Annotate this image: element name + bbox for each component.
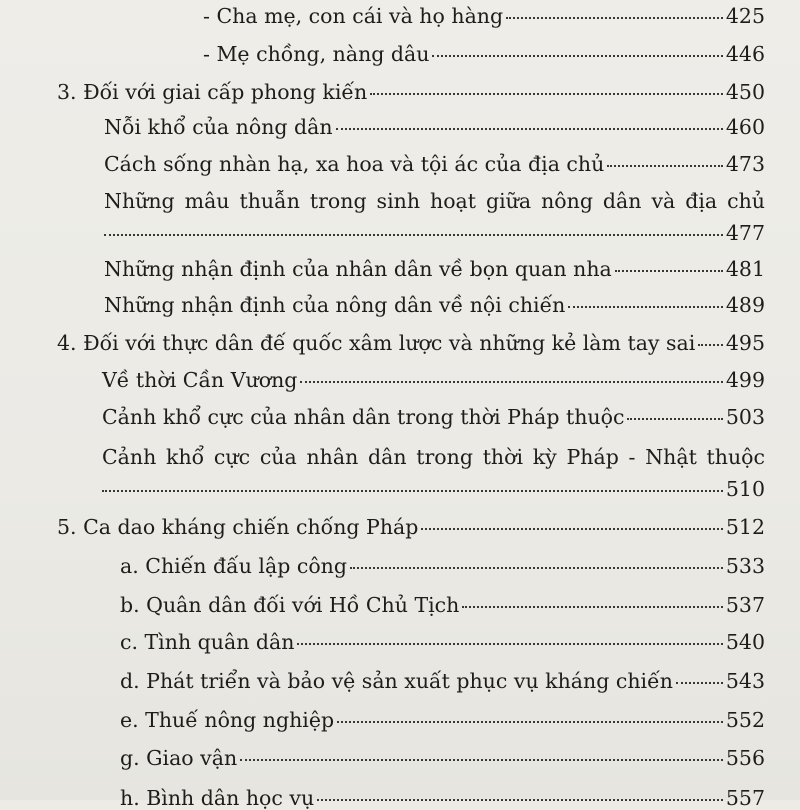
toc-entry bbox=[120, 630, 765, 654]
toc-entry-title: Những nhận định của nông dân về nội chiến bbox=[104, 293, 566, 317]
toc-entry-wrapped bbox=[102, 445, 765, 501]
dot-leader bbox=[568, 306, 722, 308]
toc-entry-page: 481 bbox=[725, 257, 765, 281]
toc-entry-title: Nỗi khổ của nông dân bbox=[104, 115, 333, 139]
toc-entry bbox=[104, 115, 765, 139]
toc-entry bbox=[104, 257, 765, 281]
toc-entry-title: Cảnh khổ cực của nhân dân trong thời kỳ Pháp - Nhật thuộc bbox=[102, 445, 765, 469]
toc-entry-page: 489 bbox=[725, 293, 765, 317]
toc-entry-page: 446 bbox=[725, 42, 765, 66]
dot-leader bbox=[300, 381, 722, 383]
toc-entry-page: 425 bbox=[725, 4, 765, 28]
toc-entry-page: 473 bbox=[725, 152, 765, 176]
toc-entry-title: Cách sống nhàn hạ, xa hoa và tội ác của địa chủ bbox=[104, 152, 605, 176]
toc-entry-title: - Cha mẹ, con cái và họ hàng bbox=[203, 4, 504, 28]
toc-entry-title: h. Bình dân học vụ bbox=[120, 786, 315, 810]
toc-entry bbox=[102, 405, 765, 429]
toc-entry-title: Những nhận định của nhân dân về bọn quan nha bbox=[104, 257, 612, 281]
toc-entry bbox=[57, 515, 765, 539]
dot-leader bbox=[615, 270, 723, 272]
toc-entry bbox=[120, 554, 765, 578]
dot-leader bbox=[336, 128, 723, 130]
toc-entry-title: e. Thuế nông nghiệp bbox=[120, 708, 335, 732]
dot-leader bbox=[676, 682, 723, 684]
toc-entry-title: 4. Đối với thực dân đế quốc xâm lược và những kẻ làm tay sai bbox=[57, 331, 696, 355]
dot-leader bbox=[432, 55, 722, 57]
dot-leader bbox=[317, 799, 723, 801]
dot-leader bbox=[607, 165, 723, 167]
dot-leader bbox=[350, 567, 723, 569]
toc-entry-page: 460 bbox=[725, 115, 765, 139]
toc-entry bbox=[104, 293, 765, 317]
toc-entry-title: - Mẹ chồng, nàng dâu bbox=[203, 42, 430, 66]
toc-entry-page: 556 bbox=[725, 746, 765, 770]
toc-entry-title: Những mâu thuẫn trong sinh hoạt giữa nông dân và địa chủ bbox=[104, 189, 765, 213]
toc-entry bbox=[120, 786, 765, 810]
toc-entry-page: 510 bbox=[725, 477, 765, 501]
dot-leader bbox=[370, 93, 723, 95]
toc-entry bbox=[104, 152, 765, 176]
toc-entry bbox=[203, 42, 765, 66]
toc-entry-title: Về thời Cần Vương bbox=[102, 368, 298, 392]
toc-entry-page: 537 bbox=[725, 593, 765, 617]
toc-entry-page: 477 bbox=[725, 221, 765, 245]
dot-leader bbox=[462, 606, 722, 608]
toc-entry bbox=[102, 368, 765, 392]
toc-entry bbox=[120, 593, 765, 617]
toc-entry bbox=[57, 80, 765, 104]
toc-entry-page: 533 bbox=[725, 554, 765, 578]
dot-leader bbox=[698, 344, 723, 346]
toc-entry-title: a. Chiến đấu lập công bbox=[120, 554, 348, 578]
dot-leader bbox=[506, 17, 723, 19]
toc-entry-title: 5. Ca dao kháng chiến chống Pháp bbox=[57, 515, 419, 539]
toc-entry-page: 512 bbox=[725, 515, 765, 539]
toc-entry bbox=[203, 4, 765, 28]
dot-leader bbox=[627, 418, 722, 420]
toc-entry-page: 495 bbox=[725, 331, 765, 355]
toc-entry-title: Cảnh khổ cực của nhân dân trong thời Pháp thuộc bbox=[102, 405, 625, 429]
toc-entry-page: 552 bbox=[725, 708, 765, 732]
toc-entry-title: b. Quân dân đối với Hồ Chủ Tịch bbox=[120, 593, 460, 617]
toc-entry-title: c. Tình quân dân bbox=[120, 630, 295, 654]
toc-entry-page: 557 bbox=[725, 786, 765, 810]
toc-entry-page: 543 bbox=[725, 669, 765, 693]
dot-leader bbox=[421, 528, 722, 530]
toc-entry-page: 503 bbox=[725, 405, 765, 429]
dot-leader bbox=[102, 490, 723, 492]
dot-leader bbox=[240, 759, 723, 761]
toc-entry bbox=[120, 669, 765, 693]
toc-entry bbox=[120, 708, 765, 732]
dot-leader bbox=[337, 721, 723, 723]
toc-entry-title: d. Phát triển và bảo vệ sản xuất phục vụ kháng chiến bbox=[120, 669, 673, 693]
dot-leader bbox=[104, 234, 723, 236]
toc-entry bbox=[120, 746, 765, 770]
toc-entry-page: 450 bbox=[725, 80, 765, 104]
toc-entry-wrapped bbox=[104, 189, 765, 245]
toc-entry bbox=[57, 331, 765, 355]
toc-entry-title: 3. Đối với giai cấp phong kiến bbox=[57, 80, 368, 104]
toc-entry-page: 499 bbox=[725, 368, 765, 392]
toc-entry-title: g. Giao vận bbox=[120, 746, 238, 770]
dot-leader bbox=[297, 643, 722, 645]
toc-entry-page: 540 bbox=[725, 630, 765, 654]
